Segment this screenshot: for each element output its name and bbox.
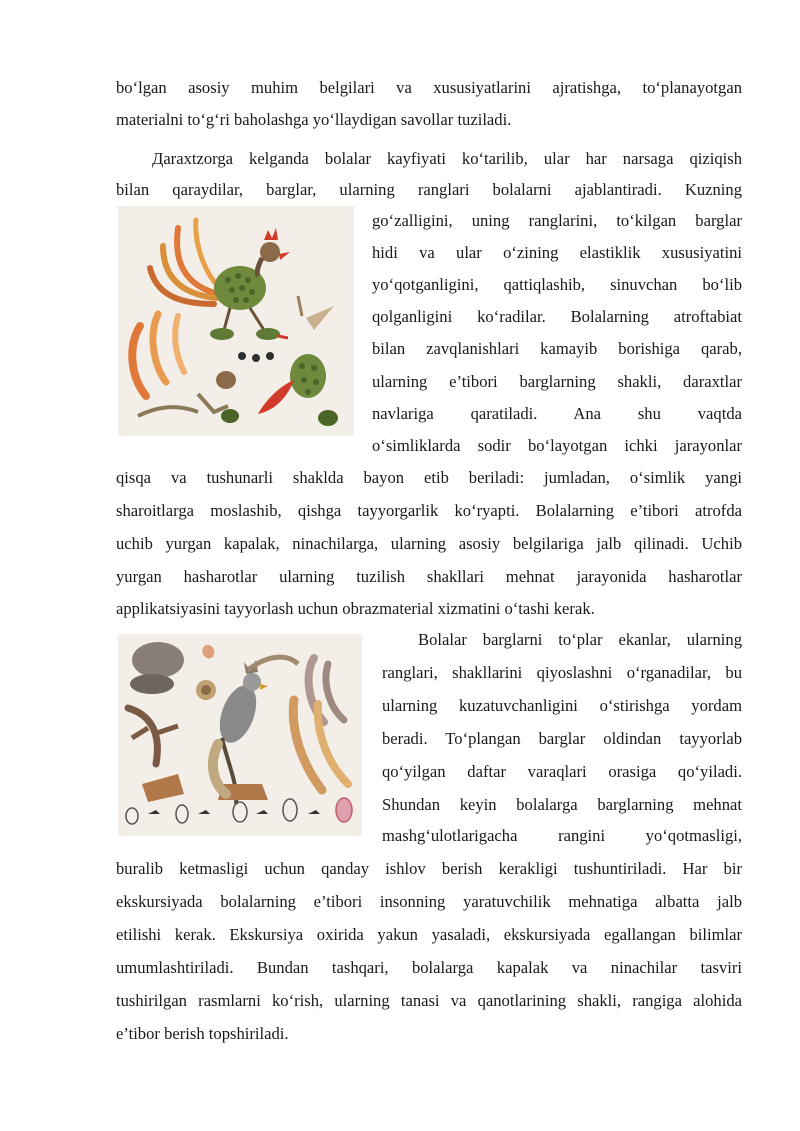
text-line: yo‘qotganligini, qattiqlashib, sinuvchan bo‘lib — [372, 275, 742, 294]
text-line: qisqa va tushunarli shaklda bayon etib beriladi: jumladan, o‘simlik yangi — [116, 468, 742, 487]
text-line: applikatsiyasini tayyorlash uchun obrazmaterial xizmatini o‘tashi kerak. — [116, 599, 595, 618]
text-line: o‘simliklarda sodir bo‘layotgan ichki jarayonlar — [372, 436, 742, 455]
text-line: qolganligini ko‘radilar. Bolalarning atroftabiat — [372, 307, 742, 326]
text-line: sharoitlarga moslashib, qishga tayyorgarlik ko‘ryapti. Bolalarning e’tibori atrofda — [116, 501, 742, 520]
bird-craft-illustration — [118, 634, 362, 836]
text-line: etilishi kerak. Ekskursiya oxirida yakun yasaladi, ekskursiyada egallangan bilimlar — [116, 925, 742, 944]
text-line: bilan zavqlanishlari kamayib borishiga qarab, — [372, 339, 742, 358]
text-line: beradi. To‘plangan barglar oldindan tayyorlab — [382, 729, 742, 748]
text-line: Дaraxtzorga kelganda bolalar kayfiyati ko‘tarilib, ular har narsaga qiziqish — [152, 149, 742, 168]
text-line: ekskursiyada bolalarning e’tibori insonning yaratuvchilik mehnatiga albatta jalb — [116, 892, 742, 911]
rooster-leaf-craft-illustration — [118, 206, 354, 436]
text-line: e’tibor berish topshiriladi. — [116, 1024, 289, 1043]
text-line: bilan qaraydilar, barglar, ularning ranglari bolalarni ajablantiradi. Kuzning — [116, 180, 742, 199]
text-line: Bolalar barglarni to‘plar ekanlar, ularning — [418, 630, 742, 649]
text-line: qo‘yilgan daftar varaqlari orasiga qo‘yiladi. — [382, 762, 742, 781]
text-line: materialni to‘g‘ri baholashga yo‘llaydigan savollar tuziladi. — [116, 110, 512, 129]
text-line: umumlashtiriladi. Bundan tashqari, bolalarga kapalak va ninachilar tasviri — [116, 958, 742, 977]
text-line: go‘zalligini, uning ranglarini, to‘kilgan barglar — [372, 211, 742, 230]
rooster-leaf-craft-figure — [118, 206, 354, 436]
text-line: bo‘lgan asosiy muhim belgilari va xususiyatlarini ajratishga, to‘planayotgan — [116, 78, 742, 97]
text-line: tushirilgan rasmlarni ko‘rish, ularning tanasi va qanotlarining shakli, rangiga alohida — [116, 991, 742, 1010]
text-line: hidi va ular o‘zining elastiklik xususiyatini — [372, 243, 742, 262]
text-line: ularning e’tibori barglarning shakli, daraxtlar — [372, 372, 742, 391]
text-line: uchib yurgan kapalak, ninachilarga, ularning asosiy belgilariga jalb qilinadi. Uchib — [116, 534, 742, 553]
text-line: ranglari, shakllarini qiyoslashni o‘rganadilar, bu — [382, 663, 742, 682]
text-line: yurgan hasharotlar ularning tuzilish shakllari mehnat jarayonida hasharotlar — [116, 567, 742, 586]
text-line: mashg‘ulotlarigacha rangini yo‘qotmasligi, — [382, 826, 742, 845]
text-line: Shundan keyin bolalarga barglarning mehnat — [382, 795, 742, 814]
text-line: buralib ketmasligi uchun qanday ishlov berish kerakligi tushuntiriladi. Har bir — [116, 859, 742, 878]
text-line: ularning kuzatuvchanligini o‘stirishga yordam — [382, 696, 742, 715]
bird-craft-figure — [118, 634, 362, 836]
text-line: navlariga qaratiladi. Ana shu vaqtda — [372, 404, 742, 423]
